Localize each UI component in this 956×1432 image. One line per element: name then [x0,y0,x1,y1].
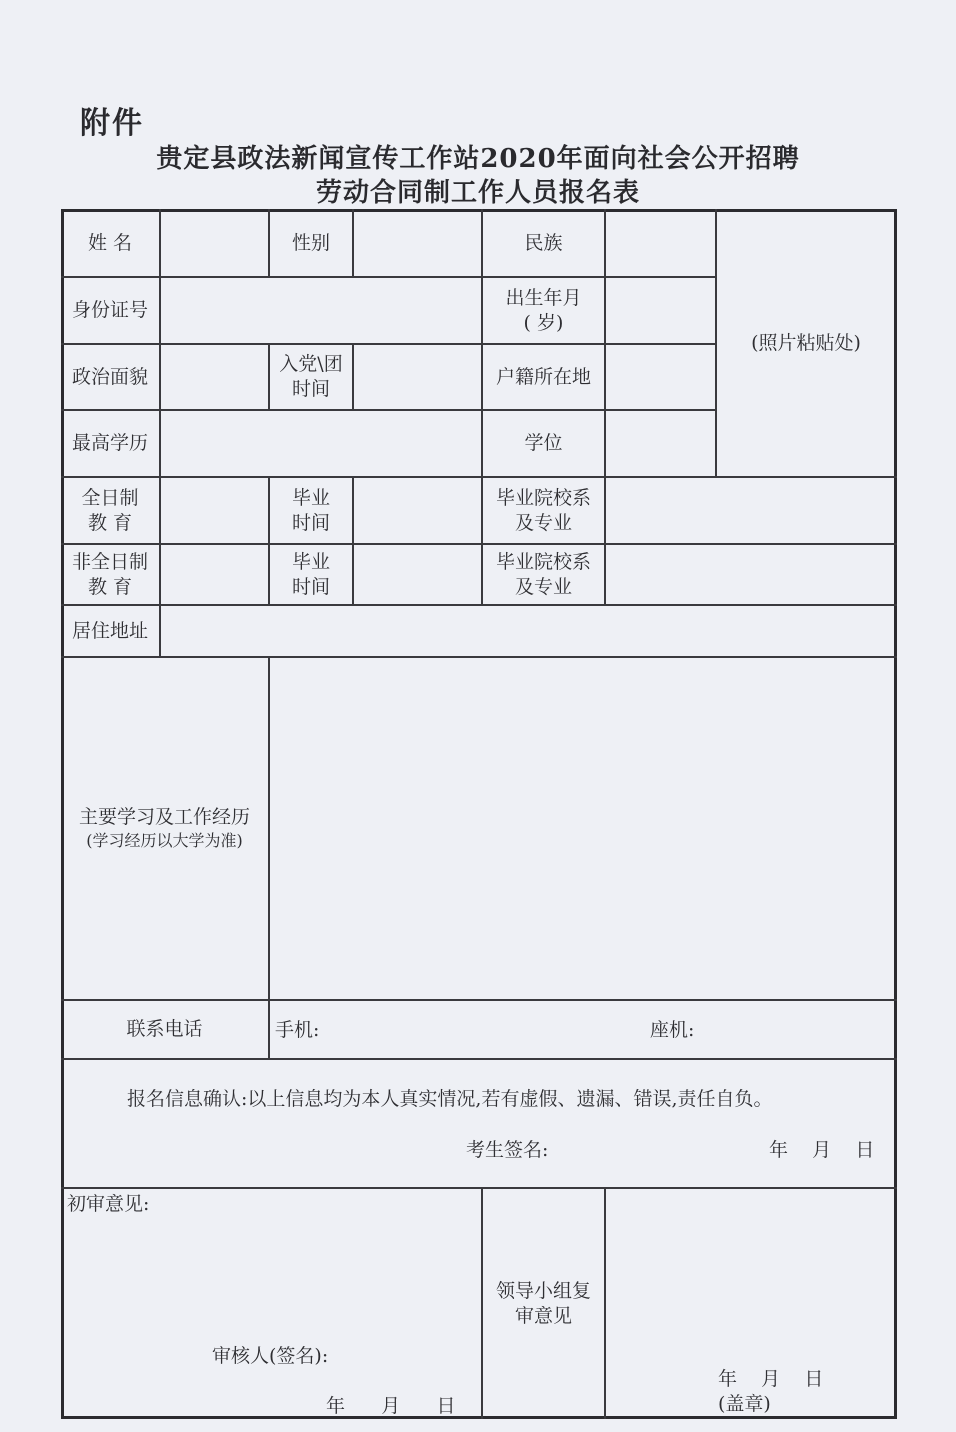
address-field[interactable] [161,606,895,656]
photo-placeholder: (照片粘贴处) [751,332,861,354]
party-time-field[interactable] [354,345,481,409]
initial-review-label: 初审意见: [67,1193,150,1215]
landline-label: 座机: [650,1019,695,1041]
parttime-school-field[interactable] [606,545,895,604]
address-label: 居住地址 [71,619,148,642]
name-field[interactable] [161,211,268,276]
confirmation-text: 报名信息确认:以上信息均为本人真实情况,若有虚假、遗漏、错误,责任自负。 [127,1088,773,1110]
gender-field[interactable] [354,211,481,276]
mobile-field[interactable] [330,1001,640,1058]
name-label: 姓 名 [87,232,133,254]
education-field[interactable] [161,411,481,476]
leader-review-field[interactable] [606,1189,895,1359]
parttime-graduation-field[interactable] [354,545,481,604]
fulltime-education-label: 全日制 教 育 [81,486,139,534]
id-number-field[interactable] [161,278,481,343]
landline-field[interactable] [705,1001,895,1058]
gender-label: 性别 [291,232,330,254]
political-status-field[interactable] [161,345,268,409]
signature-label: 考生签名: [466,1139,549,1161]
household-label: 户籍所在地 [495,365,591,388]
political-status-label: 政治面貌 [71,365,148,388]
initial-review-field[interactable] [63,1220,481,1330]
birth-field[interactable] [606,278,715,343]
parttime-education-field[interactable] [161,545,268,604]
parttime-education-label: 非全日制 教 育 [71,550,148,598]
ethnicity-label: 民族 [524,232,563,254]
household-field[interactable] [606,345,715,409]
fulltime-school-field[interactable] [606,478,895,543]
id-number-label: 身份证号 [71,299,148,321]
attachment-label: 附件 [80,106,144,141]
fulltime-graduation-label: 毕业 时间 [291,486,330,534]
reviewer-date: 年 月 日 [326,1395,456,1417]
mobile-label: 手机: [275,1019,320,1041]
fulltime-graduation-field[interactable] [354,478,481,543]
experience-field[interactable] [270,658,895,999]
leader-review-date: 年 月 日 [718,1368,824,1390]
experience-note: (学习经历以大学为准) [86,831,243,850]
birth-label: 出生年月 ( 岁) [505,286,582,334]
reviewer-label: 审核人(签名): [212,1345,329,1367]
parttime-graduation-label: 毕业 时间 [291,550,330,598]
leader-review-label: 领导小组复 审意见 [495,1280,591,1327]
fulltime-education-field[interactable] [161,478,268,543]
signature-date: 年 月 日 [769,1139,875,1161]
degree-label: 学位 [524,432,563,454]
form-title-line2: 劳动合同制工作人员报名表 [315,178,640,208]
education-label: 最高学历 [71,432,148,454]
parttime-school-label: 毕业院校系 及专业 [495,550,591,598]
experience-label [61,658,268,999]
form-title-line1: 贵定县政法新闻宣传工作站2020年面向社会公开招聘 [156,144,800,174]
fulltime-school-label: 毕业院校系 及专业 [495,486,591,534]
phone-label: 联系电话 [126,1018,203,1040]
party-time-label: 入党\团 时间 [279,353,343,400]
seal-label: (盖章) [718,1393,771,1415]
experience-title: 主要学习及工作经历 [78,806,250,828]
row-line [61,1058,897,1060]
degree-field[interactable] [606,411,715,476]
ethnicity-field[interactable] [606,211,715,276]
